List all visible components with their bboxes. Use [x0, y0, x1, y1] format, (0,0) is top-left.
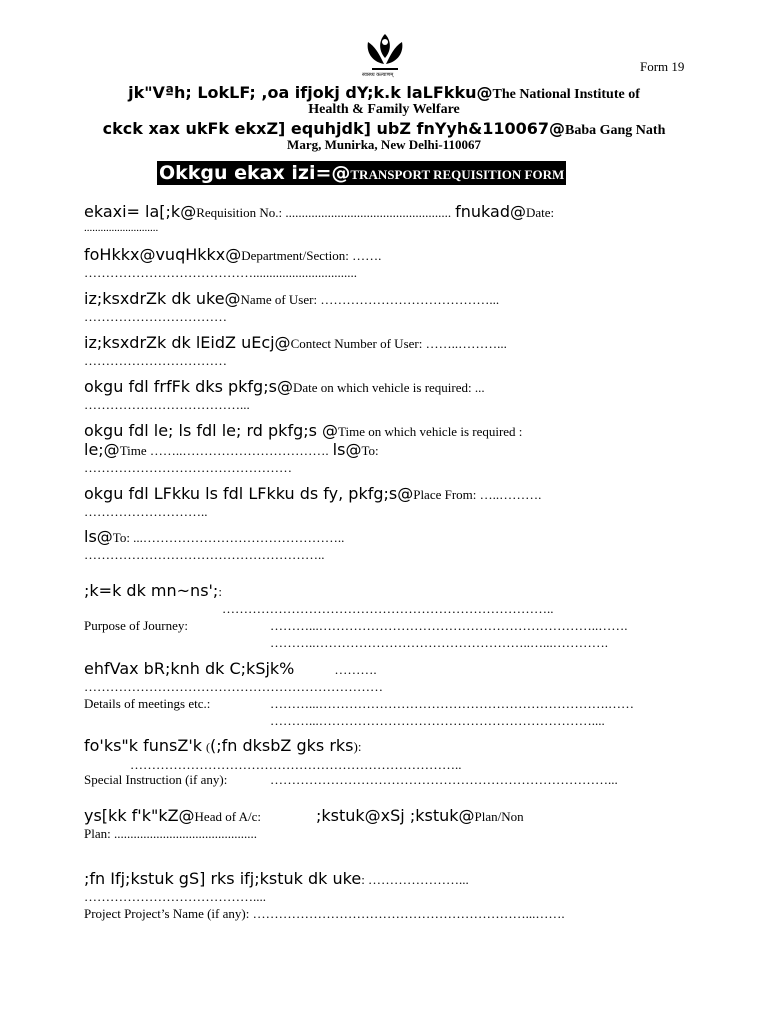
logo-caption: स्वास्थ्य कल्याणम् — [362, 72, 394, 78]
project-label-en: Project Project’s Name (if any): ………………………………………………………...……. — [84, 906, 565, 921]
plan-field: ;kstuk@xSj ;kstuk@Plan/Non — [316, 806, 524, 825]
head-of-account-field: ys[kk f'k"kZ@Head of A/c: — [84, 806, 261, 825]
purpose-label-en: Purpose of Journey: — [84, 618, 188, 633]
date-required-dots: ………………………………... — [84, 397, 250, 412]
user-contact-dots: …………………………… — [84, 353, 227, 368]
time-from-to: le;@Time ……..……………………………. ls@To: — [84, 440, 379, 459]
special-dots-2: ……………………………………………………………………... — [270, 772, 618, 787]
requisition-field: ekaxi= la[;k@Requisition No.: ................................................... fnukad@Date: — [84, 202, 555, 221]
department-field: foHkkx@vuqHkkx@Department/Section: ……. — [84, 245, 382, 264]
department-dots: …………………………………................................ — [84, 265, 357, 280]
meetings-dots-1: …………………………………………………………… — [84, 679, 383, 694]
special-instruction-field: fo'ks"k funsZ'k ((;fn dksbZ gks rks): — [84, 736, 362, 755]
special-label-en: Special Instruction (if any): — [84, 772, 228, 787]
header-line-1: jk"Vªh; LokLF; ,oa ifjokj dY;k.k laLFkku@The National Institute of — [128, 83, 640, 102]
project-field: ;fn Ifj;kstuk gS] rks ifj;kstuk dk uke: …………………... — [84, 869, 469, 888]
header-line-2: Health & Family Welfare — [308, 102, 460, 117]
meetings-dots-2: ………...………………………………………………………….…… — [270, 696, 634, 711]
time-required-field: okgu fdl le; ls fdl le; rd pkfg;s @Time on which vehicle is required : — [84, 421, 523, 440]
place-field: okgu fdl LFkku ls fdl LFkku ds fy, pkfg;s@Place From: …..………. — [84, 484, 542, 503]
header-line-4: Marg, Munirka, New Delhi-110067 — [287, 137, 481, 152]
special-dots-1: ………………………………………………………………….. — [130, 757, 462, 772]
form-title: Okkgu ekax izi=@TRANSPORT REQUISITION FORM — [159, 162, 565, 184]
user-contact-field: iz;ksxdrZk dk lEidZ uEcj@Contect Number of User: ……..………... — [84, 333, 507, 352]
project-dots-1: ………………………………….... — [84, 889, 266, 904]
user-name-field: iz;ksxdrZk dk uke@Name of User: …………………………………... — [84, 289, 500, 308]
purpose-field: ;k=k dk mn~ns';: — [84, 581, 222, 600]
date-dots: ........................... — [84, 222, 159, 234]
place-to-dots: ……………………………………………….. — [84, 547, 325, 562]
place-dots: ……………………….. — [84, 504, 208, 519]
purpose-dots-3: ………..…………………………………………..…...…………. — [270, 635, 608, 650]
meetings-field: ehfVax bR;knh dk C;kSjk% ………. — [84, 659, 377, 678]
date-required-field: okgu fdl frfFk dks pkfg;s@Date on which vehicle is required: ... — [84, 377, 485, 396]
plan-dots: Plan: ............................................ — [84, 826, 257, 841]
purpose-dots-1: ………………………………………………………………….. — [222, 601, 554, 616]
user-name-dots: …………………………… — [84, 309, 227, 324]
form-number: Form 19 — [640, 59, 685, 74]
meetings-label-en: Details of meetings etc.: — [84, 696, 211, 711]
time-required-dots: ………………………………………… — [84, 460, 292, 475]
meetings-dots-3: ………...……………………………………………………….... — [270, 713, 605, 728]
purpose-dots-2: ………...………………………………………………………..……. — [270, 618, 628, 633]
place-to-field: ls@To: ...……………………………………….. — [84, 527, 345, 546]
header-line-3: ckck xax ukFk ekxZ] equhjdk] ubZ fnYyh&110067@Baba Gang Nath — [102, 119, 666, 138]
